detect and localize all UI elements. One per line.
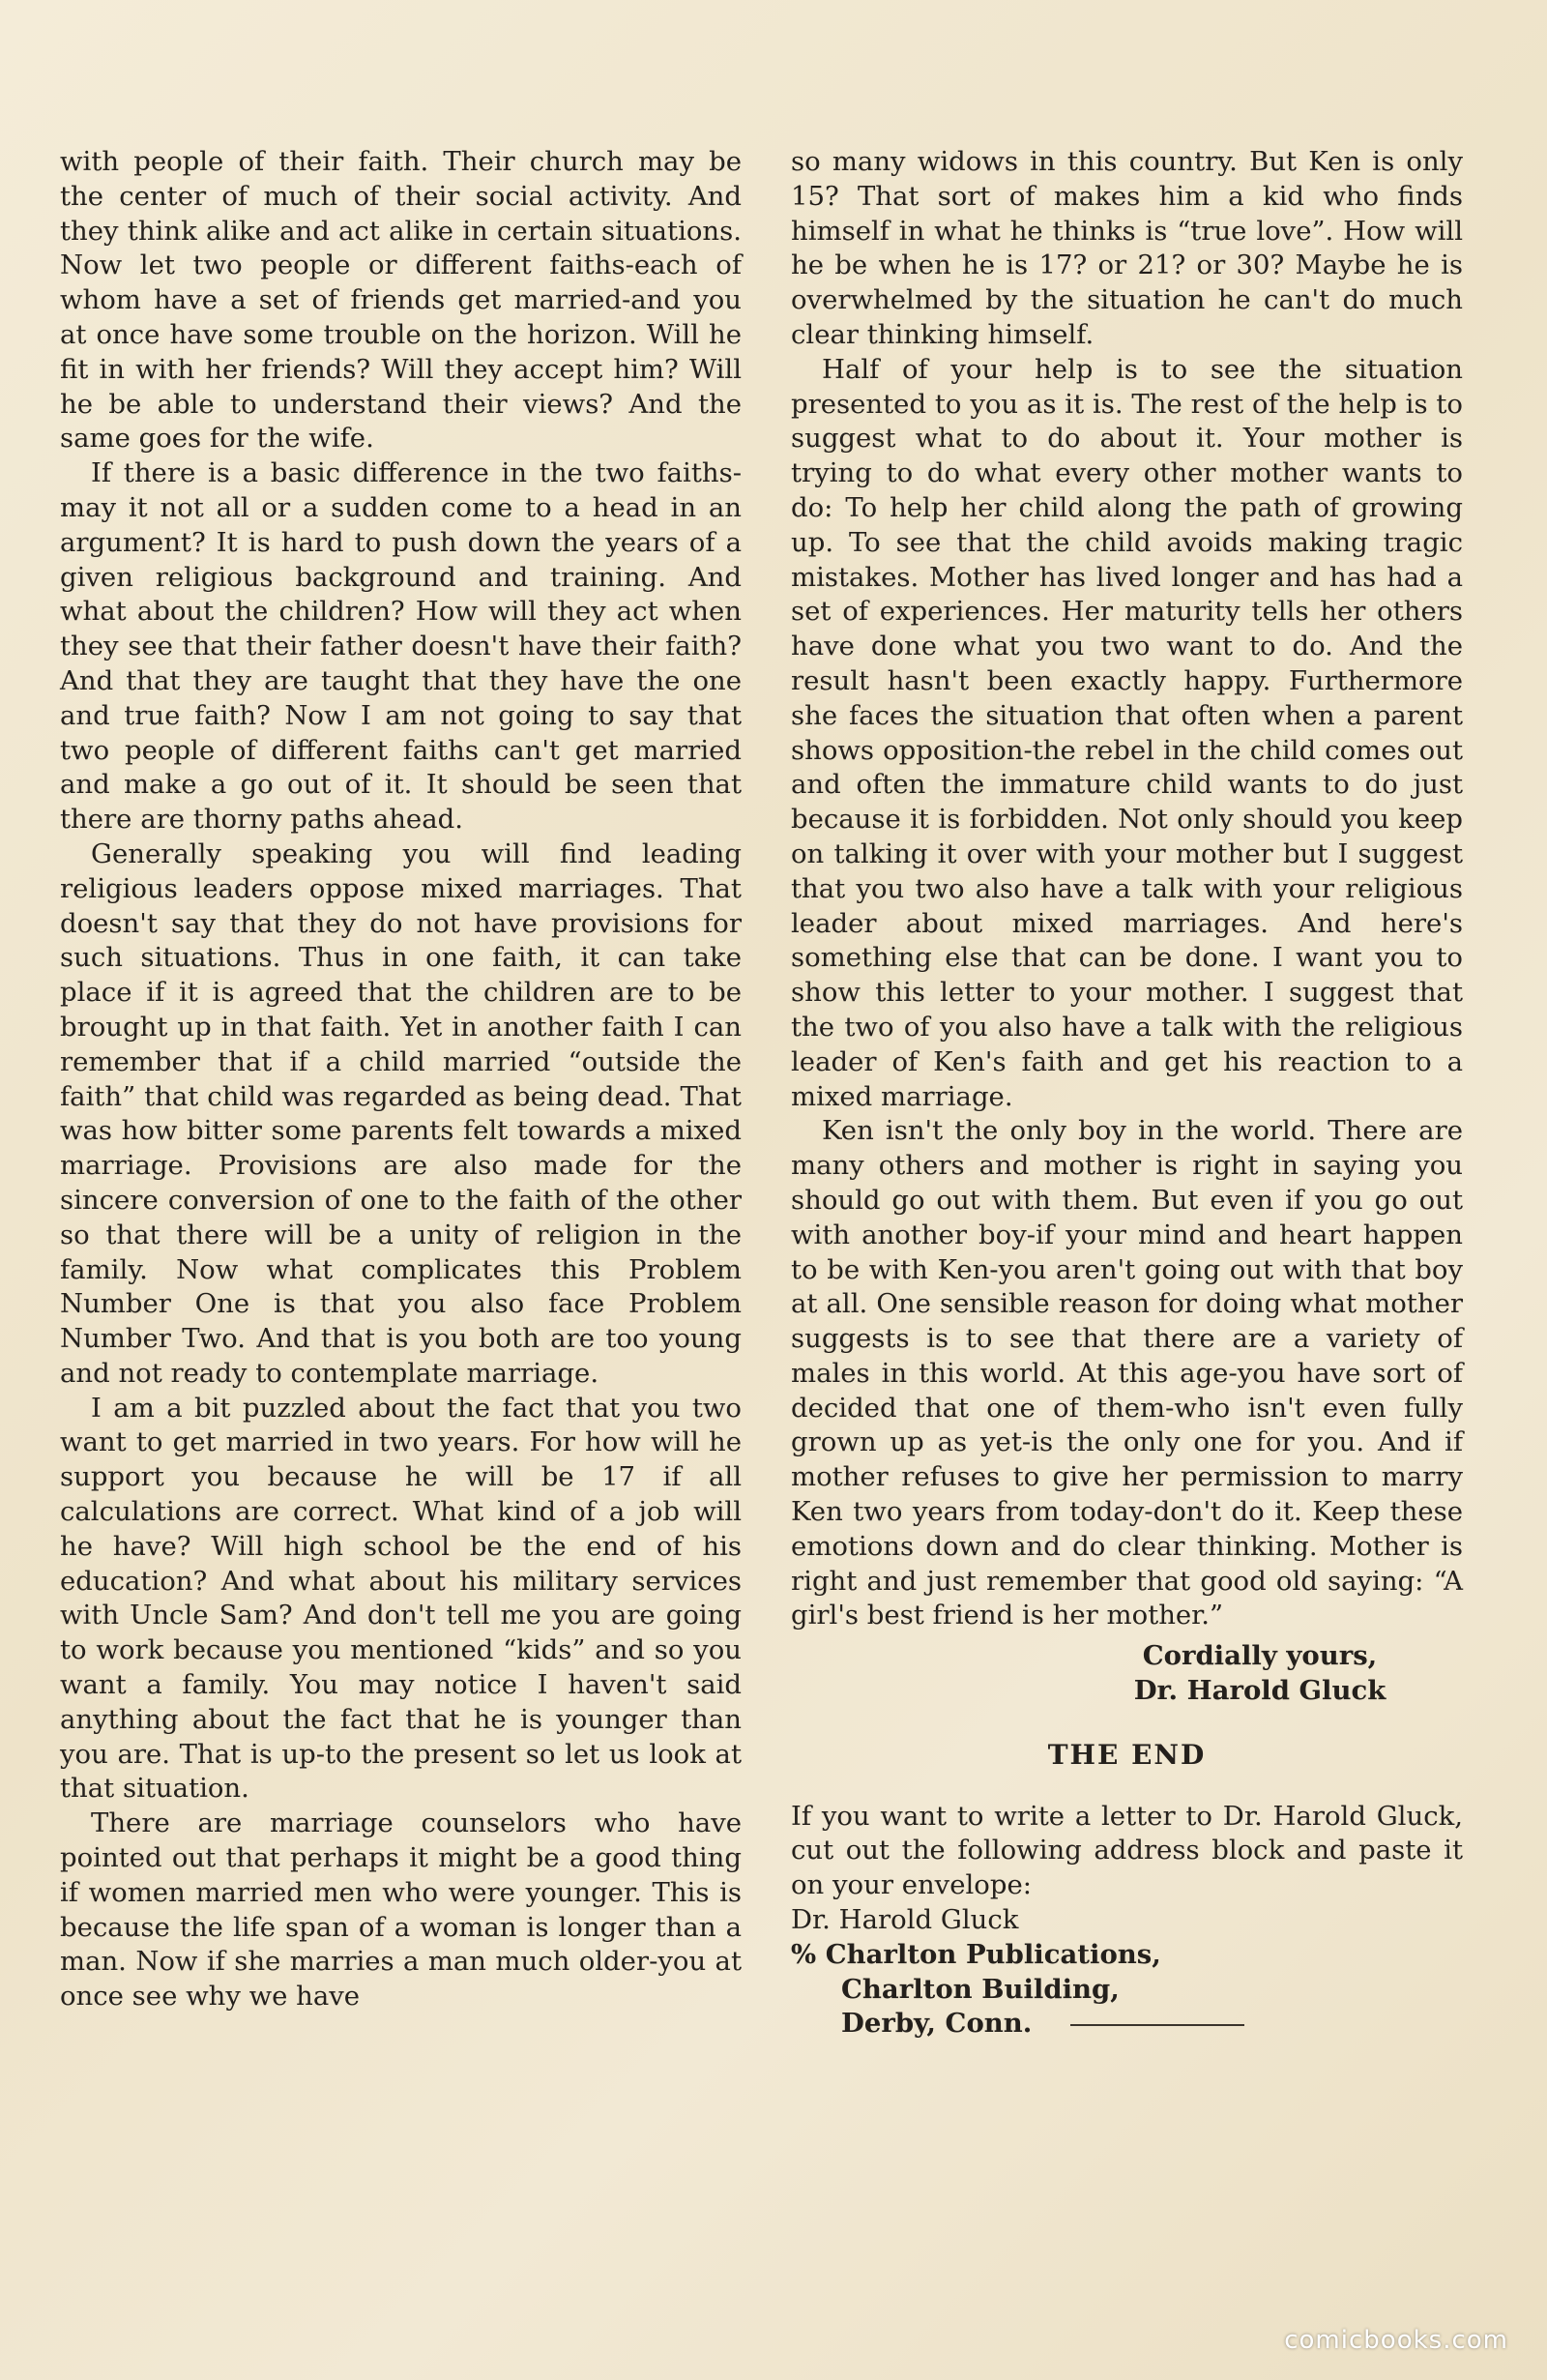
address-line-building: Charlton Building, bbox=[841, 1973, 1120, 2005]
left-paragraph-2: If there is a basic difference in the two faiths-may it not all or a sudden come to a head in an argument? It is hard to push down the years of a given religious background and training. And what about the children? How will they act when they see that their father doesn't have their faith? And that they are taught that they have the one and true faith? Now I am not going to say that two people of different faiths can't get married and make a go out of it. It should be seen that there are thorny paths ahead. bbox=[60, 457, 742, 836]
signature-text: Dr. Harold Gluck bbox=[1133, 1675, 1386, 1707]
site-watermark: comicbooks.com bbox=[1284, 2326, 1508, 2355]
right-paragraph-3: Ken isn't the only boy in the world. There are many others and mother is right in saying you should go out with them. But even if you go out with another boy-if your mind and heart happen to be with Ken-you aren't going out with that boy at all. One sensible reason for doing what mother suggests is to see that there are a variety of males in this world. At this age-you have sort of decided that one of them-who isn't even fully grown up as yet-is the only one for you. And if mother refuses to give her permission to marry Ken two years from today-don't do it. Keep these emotions down and do clear thinking. Mother is right and just remember that good old saying: “A girl's best friend is her mother.” bbox=[791, 1115, 1463, 1631]
address-name: Dr. Harold Gluck bbox=[791, 1904, 1019, 1936]
address-line-city bbox=[841, 2007, 1463, 2042]
right-paragraph-1: so many widows in this country. But Ken is only 15? That sort of makes him a kid who finds himself in what he thinks is “true love”. How will he be when he is 17? or 21? or 30? Maybe he is overwhelmed by the situation he can't do much clear thinking himself. bbox=[791, 146, 1463, 350]
right-column bbox=[791, 145, 1463, 2042]
closing-text: Cordially yours, bbox=[1142, 1640, 1378, 1672]
the-end-heading: THE END bbox=[1047, 1738, 1207, 1771]
left-paragraph-5: There are marriage counselors who have pointed out that perhaps it might be a good thing if women married men who were younger. This is because the life span of a woman is longer than a man. Now if she marries a man much older-you at once see why we have bbox=[60, 1807, 742, 2013]
address-line-publisher: % Charlton Publications, bbox=[791, 1938, 1161, 1970]
left-paragraph-4: I am a bit puzzled about the fact that you two want to get married in two years. For how will he support you because he will be 17 if all calculations are correct. What kind of a job will he have? Will high school be the end of his education? And what about his military services with Uncle Sam? And don't tell me you are going to work because you mentioned “kids” and so you want a family. You may notice I haven't said anything about the fact that he is younger than you are. That is up-to the present so let us look at that situation. bbox=[60, 1392, 742, 1805]
address-block bbox=[791, 1903, 1463, 2042]
right-paragraph-2: Half of your help is to see the situation presented to you as it is. The rest of the help is to suggest what to do about it. Your mother is trying to do what every other mother wants to do: To help her child along the path of growing up. To see that the child avoids making tragic mistakes. Mother has lived longer and has had a set of experiences. Her maturity tells her others have done what you two want to do. And the result hasn't been exactly happy. Furthermore she faces the situation that often when a parent shows opposition-the rebel in the child comes out and often the immature child wants to do just because it is forbidden. Not only should you keep on talking it over with your mother but I suggest that you two also have a talk with your religious leader about mixed marriages. And here's something else that can be done. I want you to show this letter to your mother. I suggest that the two of you also have a talk with the religious leader of Ken's faith and get his reaction to a mixed marriage. bbox=[791, 353, 1463, 1112]
address-city-text: Derby, Conn. bbox=[841, 2008, 1033, 2040]
left-paragraph-1: with people of their faith. Their church may be the center of much of their social activity. And they think alike and act alike in certain situations. Now let two people or different faiths-each of whom have a set of friends get married-and you at once have some trouble on the horizon. Will he fit in with her friends? Will they accept him? Will he be able to understand their views? And the same goes for the wife. bbox=[60, 146, 742, 455]
left-column bbox=[60, 145, 742, 2014]
cut-line bbox=[1070, 2024, 1244, 2026]
address-instructions: If you want to write a letter to Dr. Harold Gluck, cut out the following address block and paste it on your envelope: bbox=[791, 1800, 1463, 1901]
left-paragraph-3: Generally speaking you will find leading religious leaders oppose mixed marriages. That doesn't say that they do not have provisions for such situations. Thus in one faith, it can take place if it is agreed that the children are to be brought up in that faith. Yet in another faith I can remember that if a child married “outside the faith” that child was regarded as being dead. That was how bitter some parents felt towards a mixed marriage. Provisions are also made for the sincere conversion of one to the faith of the other so that there will be a unity of religion in the family. Now what complicates this Problem Number One is that you also face Problem Number Two. And that is you both are too young and not ready to contemplate marriage. bbox=[60, 837, 742, 1389]
letter-signoff bbox=[791, 1639, 1463, 1709]
